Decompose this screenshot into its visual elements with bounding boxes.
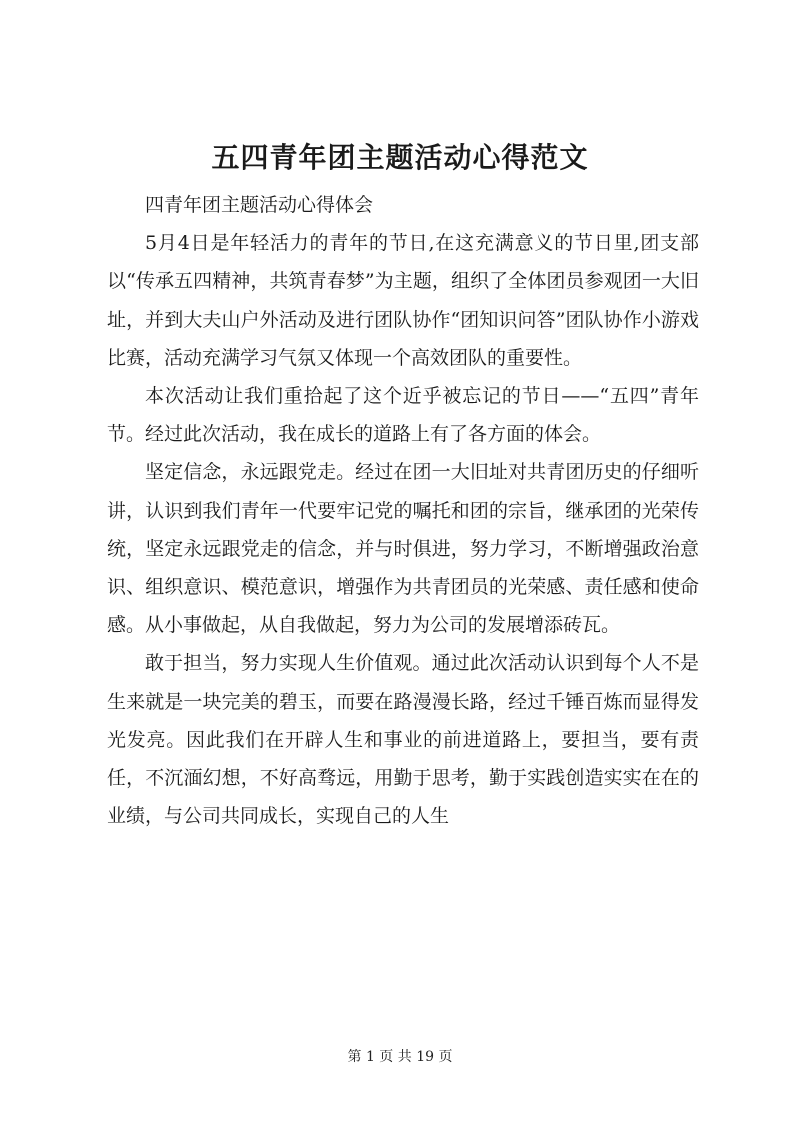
document-body (107, 186, 699, 835)
page-number-footer: 第 1 页 共 19 页 (347, 1049, 453, 1065)
paragraph: 本次活动让我们重拾起了这个近乎被忘记的节日——“五四”青年节。经过此次活动，我在成长的道路上有了各方面的体会。 (107, 385, 699, 446)
document-title: 五四青年团主题活动心得范文 (211, 141, 589, 174)
paragraph: 5月4日是年轻活力的青年的节日,在这充满意义的节日里,团支部以“传承五四精神，共筑青春梦”为主题，组织了全体团员参观团一大旧址，并到大夫山户外活动及进行团队协作“团知识问答”团队协作小游戏比赛，活动充满学习气氛又体现一个高效团队的重要性。 (107, 232, 699, 369)
paragraph-subtitle: 四青年团主题活动心得体会 (145, 194, 374, 216)
paragraph: 坚定信念，永远跟党走。经过在团一大旧址对共青团历史的仔细听讲，认识到我们青年一代要牢记党的嘱托和团的宗旨，继承团的光荣传统，坚定永远跟党走的信念，并与时俱进，努力学习，不断增强政治意识、组织意识、模范意识，增强作为共青团员的光荣感、责任感和使命感。从小事做起，从自我做起，努力为公司的发展增添砖瓦。 (107, 461, 699, 637)
paragraph: 敢于担当，努力实现人生价值观。通过此次活动认识到每个人不是生来就是一块完美的碧玉，而要在路漫漫长路，经过千锤百炼而显得发光发亮。因此我们在开辟人生和事业的前进道路上，要担当，要有责任，不沉湎幻想，不好高骛远，用勤于思考，勤于实践创造实实在在的业绩，与公司共同成长，实现自己的人生 (107, 652, 699, 828)
